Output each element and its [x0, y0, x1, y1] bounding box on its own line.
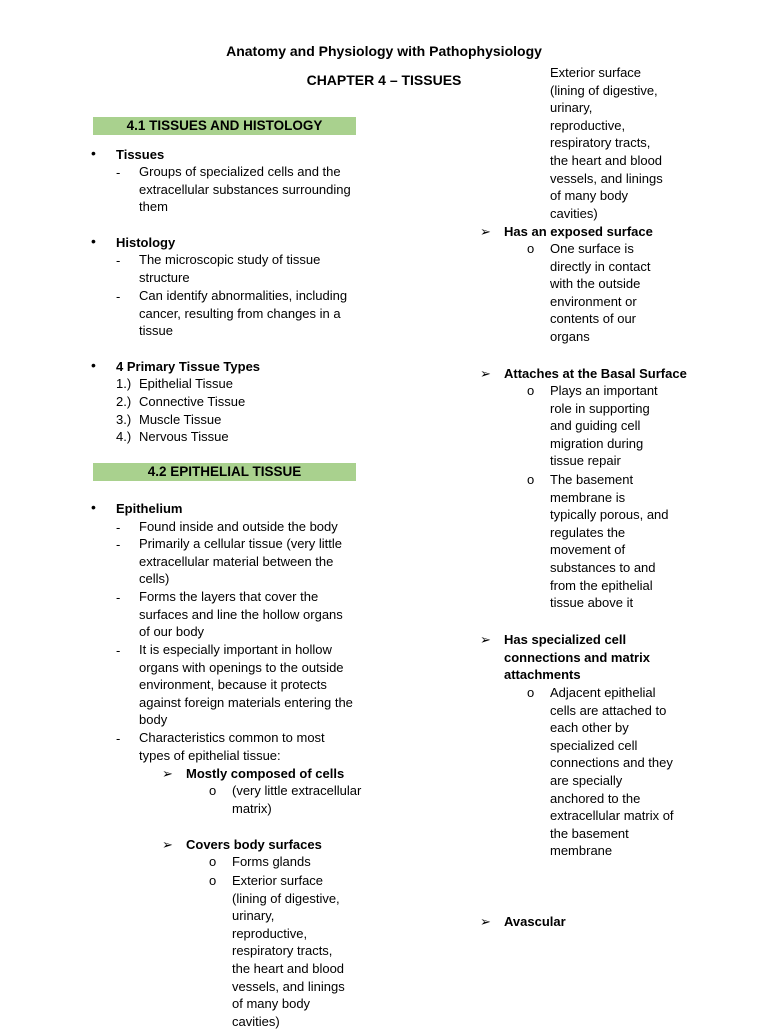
epithelium-item: Forms the layers that cover the surfaces and line the hollow organs of our body — [139, 589, 343, 640]
histology-item: Can identify abnormalities, including cancer, resulting from changes in a tissue — [139, 288, 348, 339]
arrow-bullet-icon: ➢ — [480, 632, 491, 647]
characteristic-heading: Covers body surfaces — [186, 837, 322, 852]
characteristic-point-continued — [550, 65, 680, 221]
section-heading-4-1: 4.1 TISSUES AND HISTOLOGY — [93, 117, 356, 135]
list-item: Epithelial Tissue — [139, 376, 233, 391]
list-item: Connective Tissue — [139, 394, 246, 409]
characteristic-point: Forms glands — [232, 854, 311, 869]
document-title: Anatomy and Physiology with Pathophysiology — [226, 43, 542, 59]
circle-bullet-icon: o — [527, 685, 535, 700]
epithelium-item: Found inside and outside the body — [139, 519, 338, 534]
tissues-definition: Groups of specialized cells and the extracellular substances surrounding them — [139, 164, 351, 215]
bullet-icon: • — [91, 499, 96, 515]
characteristic-point: (very little extracellular matrix) — [232, 783, 362, 816]
list-number: 3.) — [116, 412, 132, 427]
characteristic-point: Exterior surface (lining of digestive, urinary, reproductive, respiratory tracts, the heart and blood vessels, and linings of many body cavities) — [232, 873, 345, 1029]
list-number: 4.) — [116, 429, 132, 444]
circle-bullet-icon: o — [527, 472, 535, 487]
dash-icon: - — [116, 590, 121, 605]
term-tissues: Tissues — [116, 147, 165, 162]
dash-icon: - — [116, 165, 121, 180]
dash-icon: - — [116, 731, 121, 746]
term-epithelium: Epithelium — [116, 501, 183, 516]
characteristic-heading: Has specialized cell connections and matrix attachments — [504, 632, 650, 683]
characteristic-heading: Attaches at the Basal Surface — [504, 366, 687, 381]
arrow-bullet-icon: ➢ — [162, 837, 173, 852]
characteristic-heading: Has an exposed surface — [504, 224, 653, 239]
circle-bullet-icon: o — [527, 241, 535, 256]
characteristic-heading: Avascular — [504, 914, 566, 929]
circle-bullet-icon: o — [209, 873, 217, 888]
arrow-bullet-icon: ➢ — [480, 366, 491, 381]
histology-item: The microscopic study of tissue structure — [139, 252, 321, 285]
chapter-title: CHAPTER 4 – TISSUES — [306, 72, 462, 88]
characteristic-point-continued-text: Exterior surface (lining of digestive, urinary, reproductive, respiratory tracts, the heart and blood vessels, and linings of many body cavities) — [550, 65, 663, 221]
characteristic-point: One surface is directly in contact with the outside environment or contents of our organs — [550, 241, 651, 344]
characteristic-point: Plays an important role in supporting and guiding cell migration during tissue repair — [550, 383, 658, 469]
epithelium-item: Characteristics common to most types of epithelial tissue: — [139, 730, 325, 763]
dash-icon: - — [116, 253, 121, 268]
characteristic-point: Adjacent epithelial cells are attached to each other by specialized cell connections and they are specially anchored to the extracellular matrix of the basement membrane — [550, 685, 674, 859]
bullet-icon: • — [91, 357, 96, 373]
arrow-bullet-icon: ➢ — [480, 914, 491, 929]
dash-icon: - — [116, 289, 121, 304]
list-number: 2.) — [116, 394, 132, 409]
epithelium-item: It is especially important in hollow organs with openings to the outside environment, because it protects against foreign materials entering the body — [139, 642, 353, 728]
term-histology: Histology — [116, 235, 176, 250]
list-number: 1.) — [116, 376, 132, 391]
dash-icon: - — [116, 643, 121, 658]
bullet-icon: • — [91, 145, 96, 161]
arrow-bullet-icon: ➢ — [162, 766, 173, 781]
dash-icon: - — [116, 537, 121, 552]
term-primary-tissue-types: 4 Primary Tissue Types — [116, 359, 261, 374]
epithelium-item: Primarily a cellular tissue (very little extracellular material between the cells) — [139, 536, 342, 587]
characteristic-point: The basement membrane is typically porous, and regulates the movement of substances to and from the epithelial tissue above it — [550, 472, 669, 611]
list-item: Muscle Tissue — [139, 412, 222, 427]
dash-icon: - — [116, 520, 121, 535]
characteristic-heading: Mostly composed of cells — [186, 766, 345, 781]
list-item: Nervous Tissue — [139, 429, 229, 444]
section-heading-4-2: 4.2 EPITHELIAL TISSUE — [93, 463, 356, 481]
circle-bullet-icon: o — [209, 854, 217, 869]
circle-bullet-icon: o — [209, 783, 217, 798]
arrow-bullet-icon: ➢ — [480, 224, 491, 239]
circle-bullet-icon: o — [527, 383, 535, 398]
bullet-icon: • — [91, 233, 96, 249]
